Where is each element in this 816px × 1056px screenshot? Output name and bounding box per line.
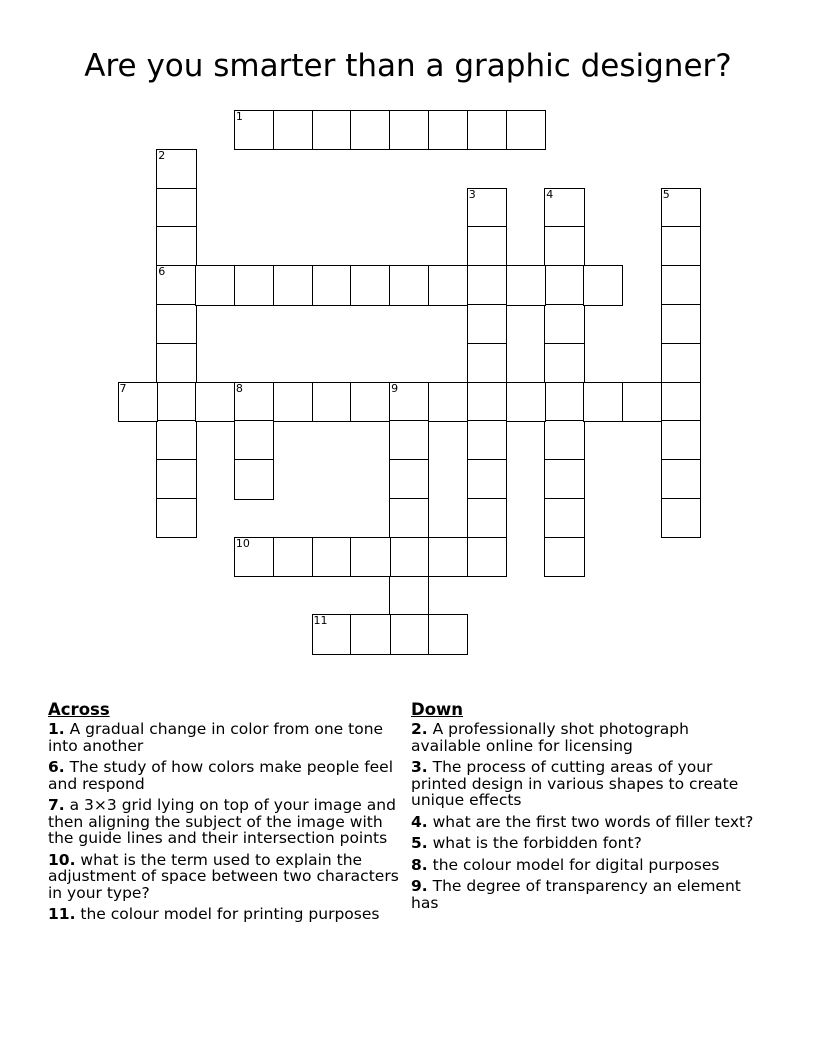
grid-cell[interactable] — [661, 382, 701, 422]
grid-cell[interactable] — [195, 265, 235, 305]
clue-number: 7. — [48, 796, 65, 814]
clue-down-8 — [411, 857, 761, 874]
grid-cell[interactable] — [156, 149, 196, 189]
grid-cell[interactable] — [350, 265, 390, 305]
clue-text: the colour model for digital purposes — [432, 855, 720, 874]
grid-cell[interactable] — [661, 304, 701, 344]
grid-cell[interactable] — [583, 382, 623, 422]
grid-cell[interactable] — [234, 265, 274, 305]
clue-text: what are the first two words of filler text? — [432, 812, 754, 831]
clue-across-11 — [48, 906, 400, 923]
grid-cell[interactable] — [467, 382, 507, 422]
grid-cell[interactable] — [389, 576, 429, 616]
grid-cell[interactable] — [467, 498, 507, 538]
grid-cell[interactable] — [661, 459, 701, 499]
grid-cell[interactable] — [234, 110, 274, 150]
clue-text: a 3×3 grid lying on top of your image and then aligning the subject of the image with the guide lines and their intersection points — [48, 796, 396, 847]
grid-cell[interactable] — [156, 188, 196, 228]
grid-cell[interactable] — [428, 110, 468, 150]
clue-number: 1. — [48, 720, 65, 738]
grid-cell[interactable] — [156, 382, 196, 422]
cell-number: 9 — [391, 381, 399, 395]
grid-cell[interactable] — [389, 382, 429, 422]
grid-cell[interactable] — [389, 537, 429, 577]
grid-cell[interactable] — [428, 382, 468, 422]
clue-text: the colour model for printing purposes — [80, 905, 380, 923]
clue-down-4 — [411, 814, 761, 831]
grid-cell[interactable] — [544, 304, 584, 344]
grid-cell[interactable] — [544, 382, 584, 422]
grid-cell[interactable] — [350, 110, 390, 150]
cell-number: 8 — [235, 381, 243, 395]
clue-number: 10. — [48, 850, 76, 869]
grid-cell[interactable] — [156, 459, 196, 499]
grid-cell[interactable] — [156, 265, 196, 305]
clue-text: The study of how colors make people feel and respond — [48, 758, 394, 793]
grid-cell[interactable] — [506, 110, 546, 150]
clue-number: 3. — [411, 758, 428, 776]
grid-cell[interactable] — [544, 188, 584, 228]
grid-cell[interactable] — [350, 382, 390, 422]
clue-down-9 — [411, 878, 761, 911]
grid-cell[interactable] — [506, 265, 546, 305]
page-title: Are you smarter than a graphic designer? — [84, 48, 732, 84]
grid-cell[interactable] — [312, 537, 352, 577]
down-clues — [411, 700, 761, 916]
grid-cell[interactable] — [544, 226, 584, 266]
grid-cell[interactable] — [350, 614, 390, 654]
grid-cell[interactable] — [544, 420, 584, 460]
clue-number: 6. — [48, 758, 65, 776]
grid-cell[interactable] — [544, 537, 584, 577]
grid-cell[interactable] — [234, 537, 274, 577]
grid-cell[interactable] — [234, 382, 274, 422]
cell-number: 11 — [313, 614, 328, 628]
cell-number: 4 — [546, 187, 554, 201]
grid-cell[interactable] — [312, 382, 352, 422]
grid-cell[interactable] — [234, 459, 274, 499]
clue-across-7 — [48, 797, 400, 847]
clue-text: The process of cutting areas of your printed design in various shapes to create unique effects — [411, 758, 739, 809]
grid-cell[interactable] — [195, 382, 235, 422]
grid-cell[interactable] — [389, 614, 429, 654]
cell-number: 1 — [235, 110, 243, 123]
grid-cell[interactable] — [467, 226, 507, 266]
across-clues — [48, 700, 400, 928]
grid-cell[interactable] — [118, 382, 158, 422]
grid-cell[interactable] — [506, 382, 546, 422]
grid-cell[interactable] — [661, 343, 701, 383]
grid-cell[interactable] — [583, 265, 623, 305]
grid-cell[interactable] — [661, 188, 701, 228]
clue-number: 5. — [411, 834, 428, 852]
grid-cell[interactable] — [428, 265, 468, 305]
clue-across-10 — [48, 852, 400, 902]
grid-cell[interactable] — [467, 188, 507, 228]
grid-cell[interactable] — [273, 382, 313, 422]
grid-cell[interactable] — [467, 420, 507, 460]
grid-cell[interactable] — [467, 343, 507, 383]
clue-down-5 — [411, 835, 761, 852]
grid-cell[interactable] — [312, 265, 352, 305]
clue-text: The degree of transparency an element has — [411, 877, 741, 912]
grid-cell[interactable] — [273, 265, 313, 305]
clue-across-1 — [48, 721, 400, 754]
clue-text: A gradual change in color from one tone into another — [48, 720, 384, 755]
grid-cell[interactable] — [467, 265, 507, 305]
grid-cell[interactable] — [156, 304, 196, 344]
down-clue-list — [411, 721, 761, 911]
clue-text: A professionally shot photograph available online for licensing — [411, 720, 689, 755]
grid-cell[interactable] — [544, 265, 584, 305]
clue-text: what is the forbidden font? — [432, 834, 642, 852]
grid-cell[interactable] — [273, 110, 313, 150]
clue-text: what is the term used to explain the adjustment of space between two characters in your type? — [48, 850, 399, 902]
grid-cell[interactable] — [312, 614, 352, 654]
cell-number: 7 — [119, 381, 127, 395]
grid-cell[interactable] — [467, 537, 507, 577]
cell-number: 3 — [468, 187, 476, 201]
grid-cell[interactable] — [622, 382, 662, 422]
cell-number: 6 — [158, 265, 166, 279]
grid-cell[interactable] — [544, 459, 584, 499]
grid-cell[interactable] — [467, 304, 507, 344]
grid-cell[interactable] — [156, 420, 196, 460]
grid-cell[interactable] — [273, 537, 313, 577]
grid-cell[interactable] — [234, 420, 274, 460]
grid-cell[interactable] — [661, 226, 701, 266]
grid-cell[interactable] — [467, 459, 507, 499]
grid-cell[interactable] — [428, 537, 468, 577]
grid-cell[interactable] — [350, 537, 390, 577]
cell-number: 2 — [158, 148, 166, 162]
across-clue-list — [48, 721, 400, 923]
grid-cell[interactable] — [156, 498, 196, 538]
grid-cell[interactable] — [544, 498, 584, 538]
clue-number: 2. — [411, 720, 428, 738]
cell-number: 10 — [235, 536, 250, 550]
clue-number: 11. — [48, 905, 76, 923]
clue-number: 9. — [411, 877, 428, 895]
clue-down-2 — [411, 721, 761, 754]
clue-number: 8. — [411, 855, 428, 874]
grid-cell[interactable] — [389, 498, 429, 538]
clue-across-6 — [48, 759, 400, 792]
grid-cell[interactable] — [312, 110, 352, 150]
clue-number: 4. — [411, 812, 428, 831]
grid-cell[interactable] — [544, 343, 584, 383]
grid-cell[interactable] — [661, 265, 701, 305]
down-heading: Down — [411, 700, 464, 719]
grid-cell[interactable] — [389, 265, 429, 305]
grid-cell[interactable] — [661, 420, 701, 460]
cell-number: 5 — [662, 187, 670, 201]
grid-cell[interactable] — [389, 459, 429, 499]
grid-cell[interactable] — [156, 226, 196, 266]
grid-cell[interactable] — [389, 110, 429, 150]
across-heading: Across — [48, 700, 110, 719]
grid-cell[interactable] — [467, 110, 507, 150]
grid-cell[interactable] — [389, 420, 429, 460]
grid-cell[interactable] — [428, 614, 468, 654]
clue-down-3 — [411, 759, 761, 809]
grid-cell[interactable] — [156, 343, 196, 383]
grid-cell[interactable] — [661, 498, 701, 538]
